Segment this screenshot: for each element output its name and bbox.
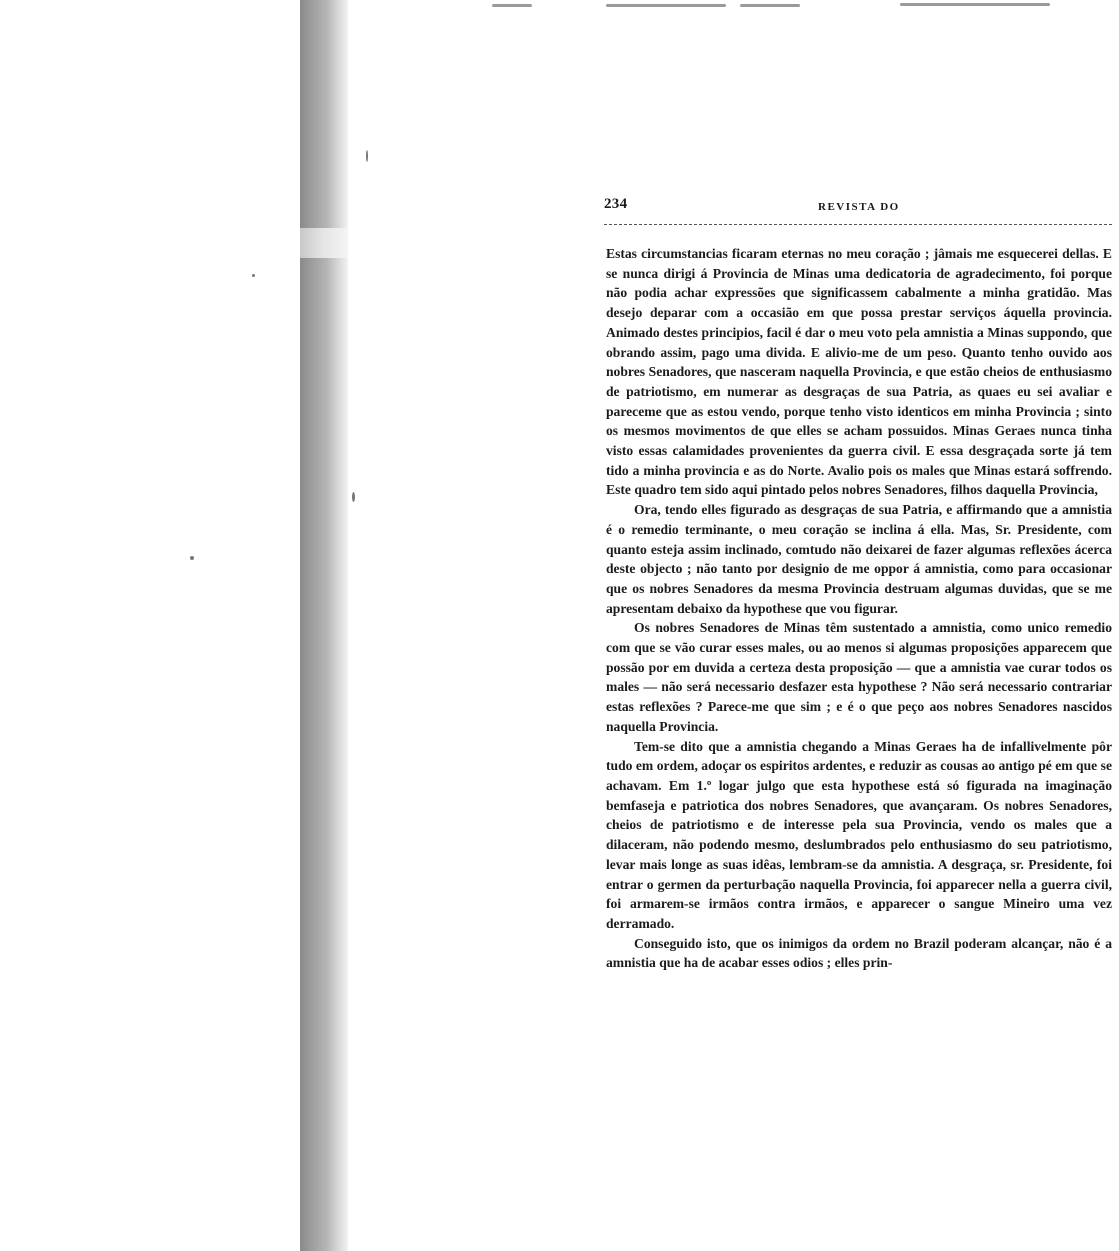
book-gutter-shadow (300, 0, 348, 1251)
running-head: REVISTA DO (818, 201, 900, 213)
scan-streak (900, 3, 1050, 6)
scan-streak (492, 4, 532, 7)
page-header (604, 196, 1112, 225)
scan-streak (740, 4, 800, 7)
paragraph-1: Estas circumstancias ficaram eternas no meu coração ; jâmais me esquecerei dellas. E se nunca dirigi á Provincia de Minas uma dedicatoria de agradecimento, foi porque não podia achar expressões que significassem cabalmente a minha gratidão. Mas desejo deparar com a occasião em que possa prestar serviços áquella provincia. Animado destes principios, facil é dar o meu voto pela amnistia a Minas suppondo, que obrando assim, pago uma divida. E alivio-me de um peso. Quanto tenho ouvido aos nobres Senadores, que nasceram naquella Provincia, e que estão cheios de enthusiasmo de patriotismo, em numerar as desgraças de sua Patria, as quaes eu sei avaliar e pareceme que as estou vendo, porque tenho visto identicos em minha Provincia ; sinto os mesmos movimentos de que elles se acham possuidos. Minas Geraes nunca tinha visto essas calamidades provenientes da guerra civil. E essa desgraçada sorte já tem tido a minha provincia e as do Norte. Avalio pois os males que Minas estará soffrendo. Este quadro tem sido aqui pintado pelos nobres Senadores, filhos daquella Provincia, (606, 246, 1112, 498)
paragraph-3: Os nobres Senadores de Minas têm sustentado a amnistia, como unico remedio com que se vão curar esses males, ou ao menos si algumas proposições apparecem que possão por em duvida a certeza desta proposição — que a amnistia vae curar todos os males — não será necessario desfazer esta hypothese ? Não será necessario contrariar estas reflexões ? Parece-me que sim ; e é o que peço aos nobres Senadores nascidos naquella Provincia. (606, 620, 1112, 734)
scan-speck (366, 150, 368, 162)
scan-speck (252, 274, 255, 277)
paragraph-4: Tem-se dito que a amnistia chegando a Minas Geraes ha de infallivelmente pôr tudo em ordem, adoçar os espiritos ardentes, e reduzir as cousas ao antigo pé em que se achavam. Em 1.º logar julgo que esta hypothese está só figurada na imaginação bemfaseja e patriotica dos nobres Senadores, que avançaram. Os nobres Senadores, cheios de patriotismo e de interesse pela sua Provincia, vendo os males que a dilaceram, não podendo mesmo, deslumbrados pelo enthusiasmo do seu patriotismo, levar mais longe as suas idêas, lembram-se da amnistia. A desgraça, sr. Presidente, foi entrar o germen da perturbação naquella Provincia, foi apparecer nella a guerra civil, foi armarem-se irmãos contra irmãos, e apparecer o sangue Mineiro uma vez derramado. (606, 738, 1112, 931)
scan-speck (190, 556, 194, 560)
scan-speck (352, 492, 355, 502)
page-number: 234 (604, 196, 628, 212)
paragraph-2: Ora, tendo elles figurado as desgraças de sua Patria, e affirmando que a amnistia é o remedio terminante, o meu coração se inclina á ella. Mas, Sr. Presidente, com quanto esteja assim inclinado, comtudo não deixarei de fazer algumas reflexões ácerca deste objecto ; não tanto por designio de me oppor á amnistia, como para occasionar que os nobres Senadores da mesma Provincia destruam algumas duvidas, que se me apresentam debaixo da hypothese que vou figurar. (606, 502, 1112, 616)
gutter-light-band (300, 228, 348, 258)
page-body (606, 244, 1112, 973)
scan-streak (606, 4, 726, 7)
paragraph-5: Conseguido isto, que os inimigos da ordem no Brazil poderam alcançar, não é a amnistia que ha de acabar esses odios ; elles prin- (606, 935, 1112, 971)
